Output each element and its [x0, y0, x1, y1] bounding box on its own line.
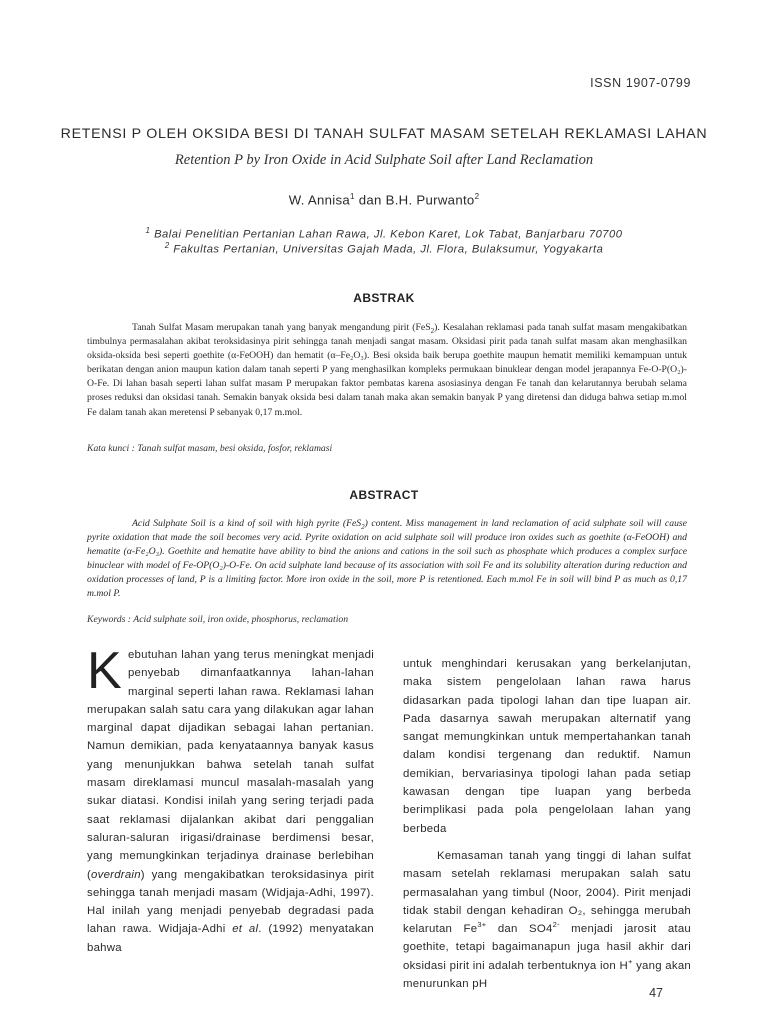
right-text-d: yang akan menurunkan pH — [403, 959, 691, 991]
abstract-body — [87, 517, 687, 602]
author-1-sup: 1 — [350, 192, 355, 201]
body-column-left — [87, 642, 374, 957]
abstrak-text-b: ). Kesalahan reklamasi pada tanah sulfat masam mengakibatkan timbulnya permasalahan akibat teroksidasinya pirit sehingga tanah menjadi sangat masam. Oksidasi pirit pada tanah sulfat masam akan menghasilkan oksida-oksida besi seperti goethite (α-FeOOH) dan hematit (α–Fe₂O₃). Besi oksida baik berupa goethite maupun hematit memiliki kemampuan untuk berikatan dengan anion maupun kation dalam tanah seperti P yang menghasilkan kompleks permukaan binuklear dengan model jerapannya Fe-O-P(O₂)-O-Fe. Di lahan basah seperti lahan sulfat masam P merupakan faktor pembatas karena asosiasinya dengan Fe tanah dan kelarutannya berubah selama proses reduksi dan oksidasi tanah. Semakin banyak oksida besi dalam tanah maka akan semakin banyak P yang diretensi dan diduga bahwa setiap m.mol Fe dalam tanah akan meretensi P sebanyak 0,17 m.mol. — [87, 322, 687, 418]
h-sup: + — [627, 956, 633, 966]
left-text-b: ) yang mengakibatkan teroksidasinya pirit sehingga tanah menjadi masam (Widjaja-Adhi, 1997). Hal inilah yang menjadi penyebab degradasi pada lahan rawa. Widjaja-Adhi — [87, 868, 374, 936]
author-1: W. Annisa — [288, 192, 351, 208]
issn-label: ISSN 1907-0799 — [590, 76, 691, 90]
right-paragraph-1: untuk menghindari kerusakan yang berkelanjutan, maka sistem pengelolaan lahan rawa harus didasarkan pada tipologi lahan dan tipe luapan air. Pada dasarnya sawah merupakan alternatif yang sangat memungkinkan untuk mempertahankan tanah dalam kondisi tergenang dan reduktif. Namun demikian, bervariasinya tipologi lahan pada setiap kawasan dengan tipe luapan yang berbeda berimplikasi pada pola pengelolaan lahan yang berbeda — [403, 658, 691, 835]
right-text-b: dan SO4 — [486, 923, 553, 936]
abstrak-heading: ABSTRAK — [353, 291, 415, 305]
affiliation-2 — [40, 241, 728, 256]
right-text-c: menjadi jarosit atau goethite, tetapi bagaimanapun juga hasil akhir dari oksidasi pirit ini adalah terbentuknya ion H — [403, 923, 691, 972]
abstract-keywords: Keywords : Acid sulphate soil, iron oxide, phosphorus, reclamation — [87, 614, 349, 625]
abstrak-sub: 2 — [430, 326, 435, 335]
abstract-heading: ABSTRACT — [349, 488, 419, 502]
left-text-c: . (1992) menyatakan bahwa — [87, 923, 374, 954]
affiliation-1 — [40, 226, 728, 241]
body-column-right — [403, 655, 691, 993]
abstrak-keywords: Kata kunci : Tanah sulfat masam, besi oksida, fosfor, reklamasi — [87, 443, 333, 454]
page-number: 47 — [649, 986, 663, 1000]
abstrak-body — [87, 321, 687, 420]
affiliation-1-text: Balai Penelitian Pertanian Lahan Rawa, Jl. Kebon Karet, Lok Tabat, Banjarbaru 70700 — [154, 228, 623, 241]
affiliation-1-sup: 1 — [145, 226, 151, 235]
authors-line — [40, 192, 728, 207]
abstract-text-a: Acid Sulphate Soil is a kind of soil with high pyrite (FeS — [132, 518, 362, 529]
abstrak-text-a: Tanah Sulfat Masam merupakan tanah yang banyak mengandung pirit (FeS — [132, 322, 431, 333]
fe-sup: 3+ — [477, 920, 487, 930]
so4-sup: 2- — [552, 920, 560, 930]
affiliation-2-sup: 2 — [164, 241, 170, 250]
left-overdrain: overdrain — [91, 868, 141, 881]
paper-subtitle: Retention P by Iron Oxide in Acid Sulphate Soil after Land Reclamation — [174, 152, 594, 168]
abstract-sub: 2 — [361, 522, 365, 531]
affiliation-2-text: Fakultas Pertanian, Universitas Gajah Mada, Jl. Flora, Bulaksumur, Yogyakarta — [173, 243, 604, 256]
left-etal: et al — [232, 923, 259, 936]
paper-title: RETENSI P OLEH OKSIDA BESI DI TANAH SULFAT MASAM SETELAH REKLAMASI LAHAN — [60, 126, 708, 142]
right-text-a: Kemasaman tanah yang tinggi di lahan sulfat masam setelah reklamasi merupakan salah satu permasalahan yang timbul (Noor, 2004). Pirit menjadi tidak stabil dengan kehadiran O₂, sehingga merubah kelarutan Fe — [403, 849, 691, 936]
left-text-a: ebutuhan lahan yang terus meningkat menjadi penyebab dimanfaatkannya lahan-lahan marginal seperti lahan rawa. Reklamasi lahan merupakan salah satu cara yang dilakukan agar lahan marginal dapat dijadikan sebagai lahan pertanian. Namun demikian, pada kenyataannya banyak kasus yang menunjukkan bahwa setelah tanah sulfat masam direklamasi muncul masalah-masalah yang sukar diatasi. Kondisi inilah yang sering terjadi pada saat reklamasi dijalankan akibat dari penggalian saluran-saluran irigasi/drainase berdimensi besar, yang memungkinkan terjadinya drainase berlebihan ( — [87, 649, 374, 881]
author-2-sup: 2 — [474, 192, 480, 201]
author-joiner: dan — [354, 192, 386, 208]
right-paragraph-2 — [403, 847, 691, 993]
abstract-text-b: ) content. Miss management in land reclamation of acid sulphate soil will cause pyrite oxidation that made the soil becomes very acid. Pyrite oxidation on acid sulphate soil will produce iron oxides such as goethite (α-FeOOH) and hematite (α-Fe₂O₃). Goethite and hematite have ability to bind the anions and cations in the soil such as phosphate which produces a complex surface binuclear with model of Fe-OP(O₂)-O-Fe. On acid sulphate land because of its association with soil Fe and its solubility alteration during reduction and oxidation processes of land, P is a limiting factor. More iron oxide in the soil, more P is retentioned. Each m.mol Fe in soil will bind P as much as 0,17 m.mol P. — [87, 518, 687, 600]
author-2: B.H. Purwanto — [385, 192, 475, 208]
drop-cap: K — [87, 642, 122, 700]
